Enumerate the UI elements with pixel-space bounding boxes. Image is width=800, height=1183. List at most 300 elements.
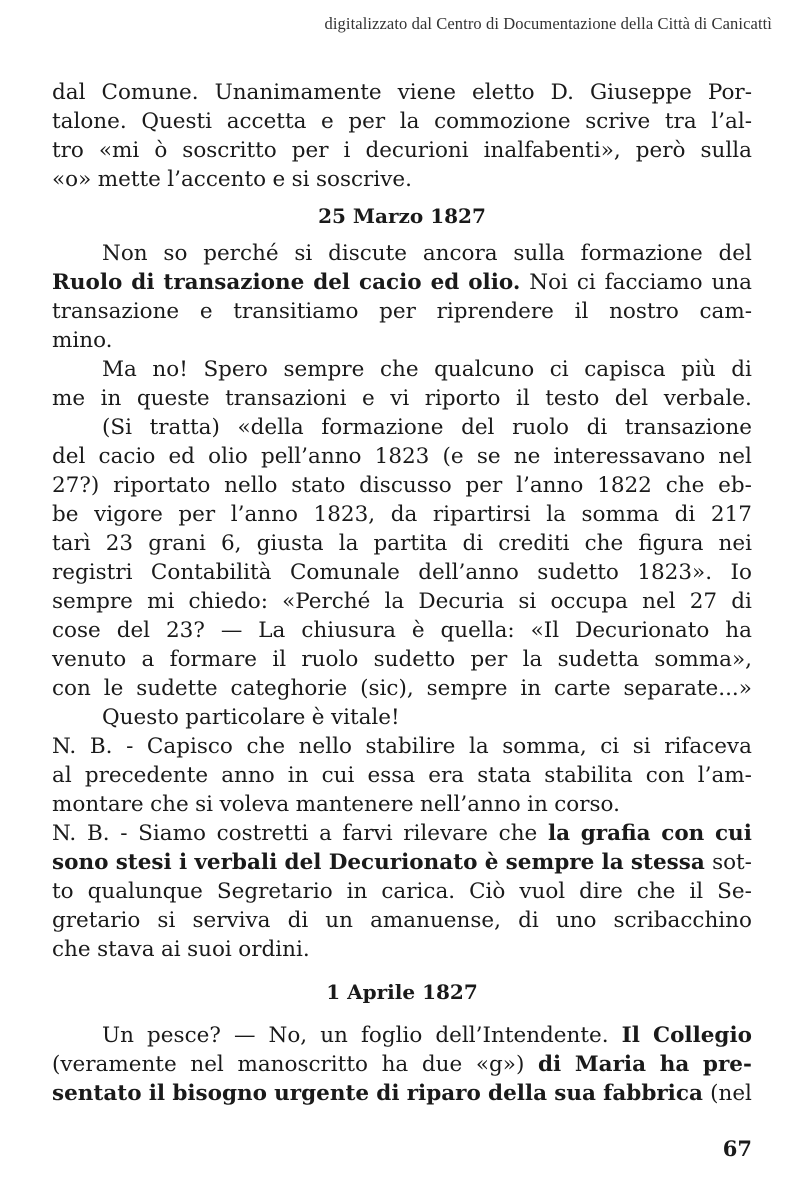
word: mette [97, 167, 161, 192]
word: che [150, 792, 189, 817]
word: montare [52, 792, 144, 817]
word: vigore [94, 502, 163, 527]
word: la [546, 502, 566, 527]
word: cacio [98, 444, 156, 469]
word: chiusura [301, 618, 396, 643]
word: rilevare [403, 821, 489, 846]
word: due [421, 1052, 463, 1077]
word: il [689, 879, 704, 904]
word: chiedo: [188, 589, 268, 614]
word: però [635, 138, 686, 163]
word: rifaceva [664, 734, 752, 759]
text-line [52, 239, 752, 268]
word: una [711, 270, 752, 295]
word: per [470, 647, 508, 672]
word: riporto [424, 386, 501, 411]
word: di [131, 270, 155, 295]
word: si [518, 589, 537, 614]
word: nell’anno [420, 792, 521, 817]
word: ripartirsi [432, 502, 531, 527]
word: scrive [585, 109, 651, 134]
word: transazione [624, 415, 752, 440]
word: soscrive. [316, 167, 412, 192]
text-line [52, 78, 752, 107]
word: ruolo [301, 647, 359, 672]
word: no! [152, 357, 188, 382]
word: suoi [187, 937, 232, 962]
word: — [233, 1023, 256, 1048]
word: sulla [513, 241, 565, 266]
word: la [547, 821, 571, 846]
word: tarì [52, 531, 91, 556]
word: Unanimamente [214, 80, 382, 105]
word: bisogno [172, 1081, 267, 1106]
word: amanuense, [370, 908, 501, 933]
word: to [52, 879, 74, 904]
word: il [574, 299, 589, 324]
word: a [319, 821, 332, 846]
text-line [52, 471, 752, 500]
word: sudetta [557, 647, 640, 672]
word: sot- [712, 850, 752, 875]
text-line [52, 500, 752, 529]
word: che [665, 473, 705, 498]
word: del [614, 386, 649, 411]
word: Giuseppe [589, 80, 692, 105]
word: B. [89, 734, 113, 759]
word: eb- [718, 473, 752, 498]
text-line [52, 877, 752, 906]
word: che [584, 531, 624, 556]
word: e [321, 109, 334, 134]
word: (sic), [360, 676, 414, 701]
word: «mi [98, 138, 140, 163]
word: Collegio [652, 1023, 752, 1048]
word: crediti [498, 531, 570, 556]
word: i [343, 138, 351, 163]
word: soscritto [182, 138, 277, 163]
word: dell’Intendente. [435, 1023, 609, 1048]
word: più [681, 357, 716, 382]
word: vuol [519, 879, 566, 904]
word: particolare [185, 705, 306, 730]
word: Siamo [138, 821, 206, 846]
word: il [148, 1081, 166, 1106]
word: (Si [102, 415, 132, 440]
word: ruolo [512, 415, 569, 440]
word: olio. [468, 270, 521, 295]
word: Spero [203, 357, 268, 382]
word: ed [168, 444, 195, 469]
word: be [52, 502, 79, 527]
word: in [527, 792, 548, 817]
word: di [376, 1081, 400, 1106]
word: qualunque [87, 879, 203, 904]
word: del [718, 241, 752, 266]
word: discusso [359, 473, 452, 498]
word: categhorie [230, 676, 348, 701]
word: decurioni [365, 138, 469, 163]
word: del [284, 850, 322, 875]
text-line [52, 616, 752, 645]
word: di [586, 415, 608, 440]
word: si [291, 167, 310, 192]
word: qualcuno [434, 357, 535, 382]
spacer [52, 231, 752, 239]
word: N. [52, 734, 77, 759]
word: si [632, 734, 651, 759]
word: transitiamo [233, 299, 359, 324]
word: giusta [256, 531, 324, 556]
word: nel [718, 444, 752, 469]
word: 23 [105, 531, 134, 556]
word: «Il [530, 618, 560, 643]
word: si [195, 792, 214, 817]
word: quella: [440, 618, 515, 643]
text-line [52, 1021, 752, 1050]
word: accetta [226, 109, 307, 134]
word: registri [52, 560, 133, 585]
word: stabilire [365, 734, 456, 759]
word: somma, [502, 734, 587, 759]
word: l’am- [697, 763, 752, 788]
word: Por- [707, 80, 752, 105]
word: queste [136, 386, 210, 411]
word: per [465, 473, 503, 498]
word: in [287, 763, 309, 788]
word: in [100, 386, 122, 411]
word: scribacchino [613, 908, 752, 933]
word: in [346, 879, 368, 904]
word: le [103, 676, 124, 701]
page-number: 67 [722, 1136, 752, 1161]
word: sentato [52, 1081, 142, 1106]
word: nostro [609, 299, 679, 324]
text-line [52, 703, 752, 732]
word: nello [298, 734, 352, 759]
word: Non [102, 241, 148, 266]
text-line [52, 732, 752, 761]
word: eletto [472, 80, 535, 105]
word: nei [718, 531, 752, 556]
word: con [645, 763, 685, 788]
word: del [313, 270, 351, 295]
word: carica. [381, 879, 456, 904]
word: serviva [192, 908, 271, 933]
word: urgente [274, 1081, 370, 1106]
word: che [246, 734, 286, 759]
word: stabilita [544, 763, 633, 788]
word: stesi [115, 850, 172, 875]
word: grafia [580, 821, 651, 846]
word: per [178, 502, 216, 527]
spacer [52, 1007, 752, 1021]
word: il [272, 647, 287, 672]
word: di [674, 502, 696, 527]
word: mantenere [295, 792, 414, 817]
word: viene [397, 80, 456, 105]
word: è [411, 618, 425, 643]
word: a [141, 647, 155, 672]
word: ci [600, 734, 620, 759]
word: - [126, 734, 134, 759]
word: commozione [434, 109, 571, 134]
text-line [52, 326, 752, 355]
word: Questo [102, 705, 179, 730]
text-line [52, 355, 752, 384]
word: foglio [360, 1023, 423, 1048]
word: che [379, 357, 419, 382]
text-line [52, 136, 752, 165]
text-line [52, 819, 752, 848]
word: di [287, 908, 309, 933]
word: che [636, 879, 676, 904]
word: 6, [220, 531, 242, 556]
word: riparo [406, 1081, 481, 1106]
word: 27 [689, 589, 718, 614]
word: anno [221, 763, 275, 788]
word: essa [367, 763, 416, 788]
word: pesce? [147, 1023, 221, 1048]
word: stessa [630, 850, 705, 875]
word: precedente [84, 763, 209, 788]
word: ò [154, 138, 168, 163]
word: Comunale [289, 560, 400, 585]
text-line [52, 848, 752, 877]
word: No, [268, 1023, 308, 1048]
word: formazione [321, 415, 444, 440]
word: tratta) [149, 415, 220, 440]
word: era [428, 763, 465, 788]
word: Io [730, 560, 752, 585]
word: Comune. [101, 80, 199, 105]
word: Decurionato [328, 850, 478, 875]
word: pell’anno [260, 444, 362, 469]
word: verbali [194, 850, 278, 875]
word: capisca [584, 357, 666, 382]
word: uno [555, 908, 597, 933]
word: che [498, 821, 538, 846]
text-line [52, 297, 752, 326]
word: me [52, 386, 86, 411]
word: formare [169, 647, 257, 672]
word: e [199, 299, 213, 324]
text-line [52, 107, 752, 136]
word: sudetto [537, 560, 619, 585]
word: di [462, 531, 484, 556]
word: di [731, 357, 752, 382]
word: di [731, 589, 752, 614]
word: partita [373, 531, 448, 556]
word: che [52, 937, 91, 962]
word: fabbrica [603, 1081, 703, 1106]
word: 1823». [637, 560, 713, 585]
word: l’anno [230, 502, 298, 527]
word: sulla [700, 138, 752, 163]
word: transazione [52, 299, 180, 324]
word: sempre [426, 676, 508, 701]
text-line [52, 384, 752, 413]
word: la [468, 734, 489, 759]
word: 23? [166, 618, 205, 643]
word: nel [642, 589, 676, 614]
text-line [52, 761, 752, 790]
word: 217 [710, 502, 752, 527]
word: interessavano [553, 444, 706, 469]
word: corso. [554, 792, 620, 817]
word: della [488, 1081, 548, 1106]
word: - [120, 821, 128, 846]
section-heading: 1 Aprile 1827 [326, 980, 478, 1004]
word: ai [160, 937, 181, 962]
word: ci [576, 270, 596, 295]
word: (nel [710, 1081, 752, 1106]
word: — [220, 618, 243, 643]
word: con [52, 676, 91, 701]
text-line [52, 674, 752, 703]
word: Segretario [216, 879, 333, 904]
word: separate...» [623, 676, 752, 701]
word: in [520, 676, 542, 701]
word: dire [579, 879, 623, 904]
text-line [52, 790, 752, 819]
word: stata [477, 763, 532, 788]
text-line [52, 165, 752, 194]
word: so [163, 241, 188, 266]
word: ed [430, 270, 460, 295]
word: somma», [654, 647, 752, 672]
word: stava [97, 937, 155, 962]
word: carte [554, 676, 611, 701]
word: per [291, 138, 329, 163]
word: se [476, 444, 501, 469]
word: un [325, 908, 353, 933]
word: Il [621, 1023, 640, 1048]
text-line [52, 906, 752, 935]
word: grani [148, 531, 206, 556]
word: Noi [529, 270, 568, 295]
word: (e [442, 444, 464, 469]
word: figura [638, 531, 704, 556]
word: la [399, 109, 420, 134]
word: si [157, 908, 176, 933]
word: di [518, 908, 539, 933]
word: 1823, [313, 502, 376, 527]
word: cose [52, 618, 101, 643]
word: tro [52, 138, 84, 163]
word: mi [147, 589, 175, 614]
word: Contabilità [150, 560, 272, 585]
word: sempre [505, 850, 595, 875]
word: somma [581, 502, 660, 527]
word: ha [659, 1052, 690, 1077]
text-line [52, 1079, 752, 1108]
word: un [320, 1023, 348, 1048]
word: l’anno [516, 473, 584, 498]
word: transazione [163, 270, 305, 295]
word: Ciò [469, 879, 506, 904]
word: ha [725, 618, 752, 643]
word: cui [714, 821, 752, 846]
word: ancora [422, 241, 498, 266]
word: è [311, 705, 325, 730]
text-line [52, 558, 752, 587]
word: discute [328, 241, 408, 266]
word: talone. [52, 109, 127, 134]
word: B. [86, 821, 110, 846]
word: la [338, 531, 359, 556]
word: farvi [342, 821, 393, 846]
text-line [52, 587, 752, 616]
word: del [461, 415, 495, 440]
text-line [52, 529, 752, 558]
spacer [52, 964, 752, 978]
word: Un [102, 1023, 134, 1048]
word: cui [321, 763, 355, 788]
word: nello [224, 473, 278, 498]
word: sono [52, 850, 109, 875]
word: si [294, 241, 313, 266]
word: «della [237, 415, 304, 440]
section-heading: 25 Marzo 1827 [318, 204, 486, 228]
word: e [272, 167, 286, 192]
word: sempre [52, 589, 133, 614]
spacer [52, 194, 752, 202]
word: riportato [113, 473, 211, 498]
word: 1822 [597, 473, 652, 498]
word: stato [291, 473, 346, 498]
word: transazioni [225, 386, 347, 411]
word: Capisco [146, 734, 233, 759]
word: sudette [136, 676, 218, 701]
word: «Perché [282, 589, 371, 614]
word: gretario [52, 908, 141, 933]
word: il [516, 386, 530, 411]
text-line [52, 935, 752, 964]
word: formazione [580, 241, 703, 266]
word: dal [52, 80, 86, 105]
word: verbale. [663, 386, 752, 411]
word: per [348, 109, 386, 134]
word: da [390, 502, 418, 527]
word: del [52, 444, 86, 469]
word: riprendere [436, 299, 554, 324]
text-line [52, 645, 752, 674]
word: inalfabenti», [483, 138, 621, 163]
word: costretti [216, 821, 309, 846]
word: sudetto [373, 647, 456, 672]
word: mino. [52, 328, 113, 353]
page-header: digitalizzato dal Centro di Documentazione della Città di Canicattì [324, 14, 772, 33]
word: Decuria [418, 589, 505, 614]
word: tra [664, 109, 697, 134]
word: nel [190, 1052, 224, 1077]
word: dell’anno [418, 560, 519, 585]
word: Decurionato [575, 618, 710, 643]
word: ci [549, 357, 569, 382]
text-line [52, 442, 752, 471]
word: cacio [359, 270, 422, 295]
word: Ma [102, 357, 137, 382]
word: Ruolo [52, 270, 123, 295]
text-line [52, 413, 752, 442]
word: venuto [52, 647, 127, 672]
word: la [384, 589, 405, 614]
word: è [484, 850, 499, 875]
word: perché [203, 241, 279, 266]
body-text [52, 78, 752, 1108]
word: sua [554, 1081, 596, 1106]
